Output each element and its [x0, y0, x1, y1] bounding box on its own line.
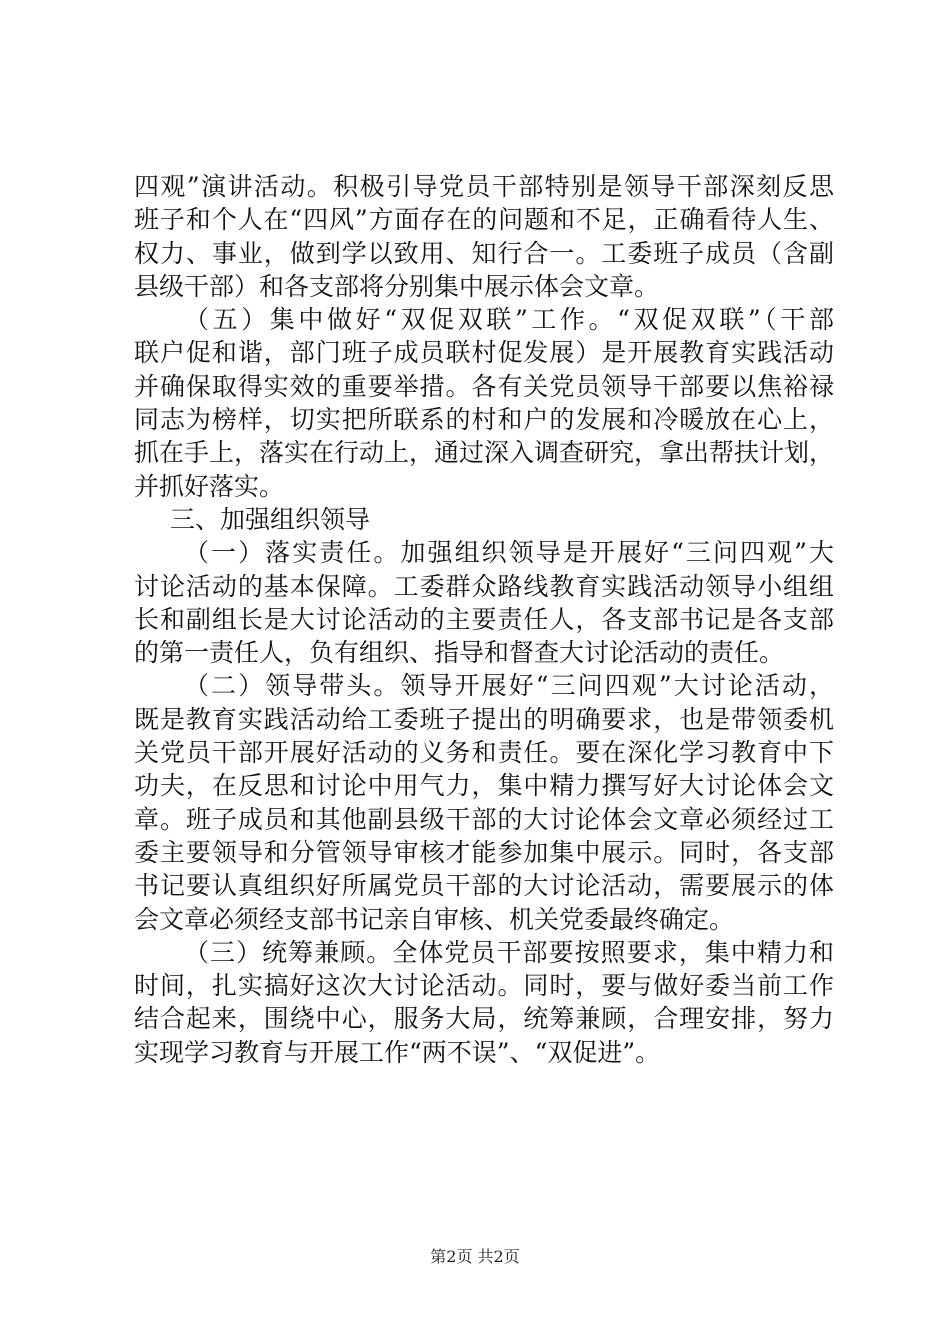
text-line: 时间，扎实搞好这次大讨论活动。同时，要与做好委当前工作: [134, 971, 834, 1001]
text-line: （三）统筹兼顾。全体党员干部要按照要求，集中精力和: [184, 937, 834, 967]
text-line: 功夫，在反思和讨论中用气力，集中精力撰写好大讨论体会文: [134, 771, 834, 801]
text-line: 讨论活动的基本保障。工委群众路线教育实践活动领导小组组: [134, 571, 834, 601]
text-line: 并抓好落实。: [134, 471, 285, 501]
text-line: 县级干部）和各支部将分别集中展示体会文章。: [134, 271, 660, 301]
text-line: 实现学习教育与开展工作“两不误”、“双促进”。: [134, 1037, 661, 1067]
text-line: 三、加强组织领导: [170, 504, 371, 534]
text-line: 联户促和谐，部门班子成员联村促发展）是开展教育实践活动: [134, 338, 834, 368]
text-line: 书记要认真组织好所属党员干部的大讨论活动，需要展示的体: [134, 871, 834, 901]
text-line: 会文章必须经支部书记亲自审核、机关党委最终确定。: [134, 904, 735, 934]
text-line: 权力、事业，做到学以致用、知行合一。工委班子成员（含副: [134, 238, 834, 268]
text-line: 结合起来，围绕中心，服务大局，统筹兼顾，合理安排，努力: [134, 1004, 834, 1034]
text-line: 同志为榜样，切实把所联系的村和户的发展和冷暖放在心上，: [134, 405, 834, 435]
text-line: （二）领导带头。领导开展好“三问四观”大讨论活动，: [184, 671, 834, 701]
text-line: 章。班子成员和其他副县级干部的大讨论体会文章必须经过工: [134, 804, 834, 834]
page-footer: 第2页 共2页: [430, 1247, 520, 1266]
text-line: 委主要领导和分管领导审核才能参加集中展示。同时，各支部: [134, 837, 834, 867]
text-line: 关党员干部开展好活动的义务和责任。要在深化学习教育中下: [134, 738, 834, 768]
text-line: 并确保取得实效的重要举措。各有关党员领导干部要以焦裕禄: [134, 371, 834, 401]
text-line: 的第一责任人，负有组织、指导和督查大讨论活动的责任。: [134, 638, 785, 668]
text-line: 班子和个人在“四风”方面存在的问题和不足，正确看待人生、: [134, 205, 834, 235]
text-line: （五）集中做好“双促双联”工作。“双促双联”（干部: [184, 305, 834, 335]
text-line: 既是教育实践活动给工委班子提出的明确要求，也是带领委机: [134, 704, 834, 734]
text-line: 四观”演讲活动。积极引导党员干部特别是领导干部深刻反思: [134, 172, 834, 201]
document-body: [134, 170, 834, 1069]
text-line: 抓在手上，落实在行动上，通过深入调查研究，拿出帮扶计划，: [134, 438, 835, 468]
text-line: 长和副组长是大讨论活动的主要责任人，各支部书记是各支部: [134, 604, 834, 634]
text-line: （一）落实责任。加强组织领导是开展好“三问四观”大: [184, 538, 834, 568]
